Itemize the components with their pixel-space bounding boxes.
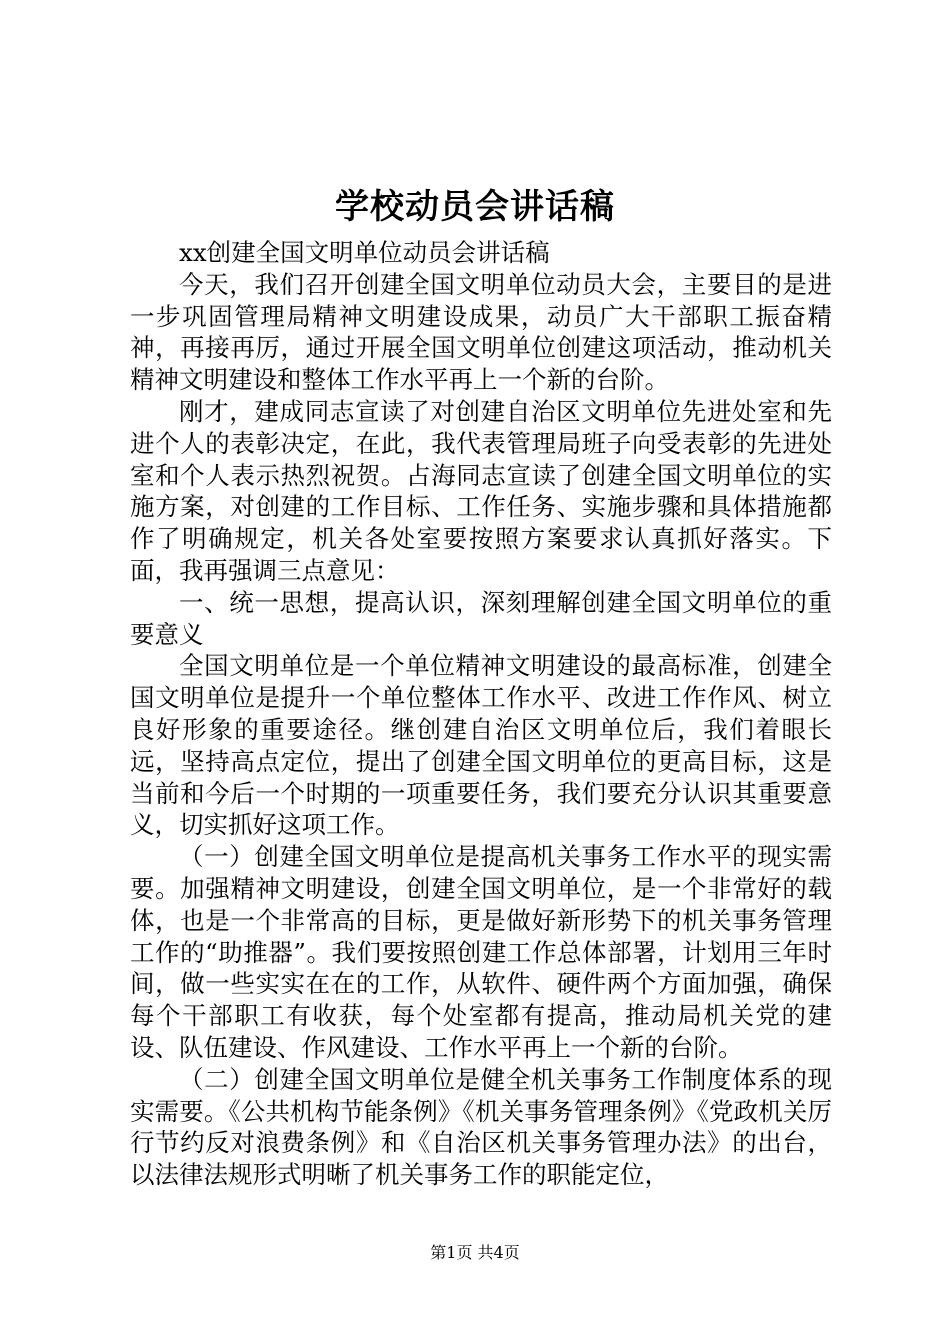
- paragraph-subtitle: xx创建全国文明单位动员会讲话稿: [179, 238, 550, 267]
- page-footer: 第1页 共4页: [430, 1243, 520, 1262]
- document-body: [130, 237, 832, 1191]
- paragraph-point-1: （一）创建全国文明单位是提高机关事务工作水平的现实需要。加强精神文明建设，创建全国文明单位，是一个非常好的载体，也是一个非常高的目标，更是做好新形势下的机关事务管理工作的“助推器”。我们要按照创建工作总体部署，计划用三年时间，做一些实实在在的工作，从软件、硬件两个方面加强，确保每个干部职工有收获，每个处室都有提高，推动局机关党的建设、队伍建设、作风建设、工作水平再上一个新的台阶。: [130, 842, 832, 1062]
- paragraph-commendation: 刚才，建成同志宣读了对创建自治区文明单位先进处室和先进个人的表彰决定，在此，我代表管理局班子向受表彰的先进处室和个人表示热烈祝贺。占海同志宣读了创建全国文明单位的实施方案，对创建的工作目标、工作任务、实施步骤和具体措施都作了明确规定，机关各处室要按照方案要求认真抓好落实。下面，我再强调三点意见：: [130, 396, 832, 585]
- section-heading-1: 一、统一思想，提高认识，深刻理解创建全国文明单位的重要意义: [130, 587, 832, 649]
- document-title: 学校动员会讲话稿: [335, 187, 615, 227]
- paragraph-point-2: （二）创建全国文明单位是健全机关事务工作制度体系的现实需要。《公共机构节能条例》《机关事务管理条例》《党政机关厉行节约反对浪费条例》和《自治区机关事务管理办法》的出台，以法律法规形式明晰了机关事务工作的职能定位，: [130, 1064, 832, 1190]
- paragraph-significance: 全国文明单位是一个单位精神文明建设的最高标准，创建全国文明单位是提升一个单位整体工作水平、改进工作作风、树立良好形象的重要途径。继创建自治区文明单位后，我们着眼长远，坚持高点定位，提出了创建全国文明单位的更高目标，这是当前和今后一个时期的一项重要任务，我们要充分认识其重要意义，切实抓好这项工作。: [130, 651, 832, 840]
- paragraph-intro: 今天，我们召开创建全国文明单位动员大会，主要目的是进一步巩固管理局精神文明建设成果，动员广大干部职工振奋精神，再接再厉，通过开展全国文明单位创建这项活动，推动机关精神文明建设和整体工作水平再上一个新的台阶。: [130, 269, 832, 395]
